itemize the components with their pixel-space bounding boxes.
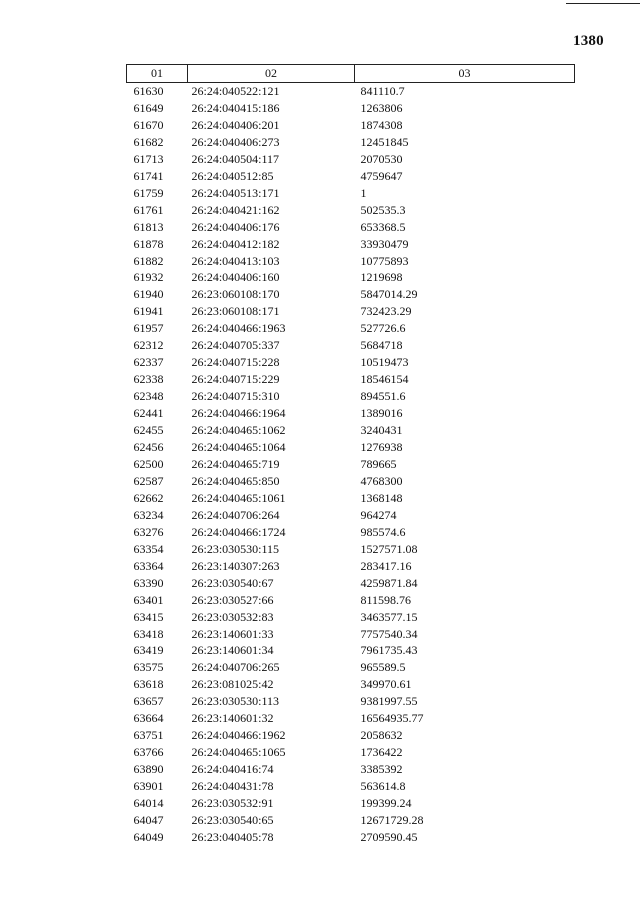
table-cell-03: 10775893	[360, 253, 409, 268]
table-cell-02: 26:23:030530:113	[191, 694, 280, 709]
table-cell-02: 26:24:040715:228	[191, 355, 280, 370]
table-cell-01: 61878	[133, 236, 164, 251]
table-cell-01: 63364	[133, 558, 164, 573]
table-cell-02: 26:24:040416:74	[191, 762, 274, 777]
table-cell-01: 62348	[133, 389, 164, 404]
table-cell-03: 16564935.77	[360, 711, 424, 726]
table-cell-02: 26:24:040705:337	[191, 338, 280, 353]
table-row	[127, 473, 575, 490]
table-row	[127, 710, 575, 727]
table-row	[127, 575, 575, 592]
table-cell-03: 9381997.55	[360, 694, 418, 709]
table-cell-03: 283417.16	[360, 558, 412, 573]
table-cell-03: 985574.6	[360, 524, 406, 539]
table-cell-02: 26:24:040466:1963	[191, 321, 286, 336]
table-cell-02: 26:23:081025:42	[191, 677, 274, 692]
table-row	[127, 286, 575, 303]
table-cell-01: 63354	[133, 541, 164, 556]
table-cell-03: 811598.76	[360, 592, 412, 607]
table-row	[127, 185, 575, 202]
table-cell-03: 5847014.29	[360, 287, 418, 302]
table-cell-02: 26:24:040512:85	[191, 168, 274, 183]
table-row	[127, 303, 575, 320]
table-cell-01: 61649	[133, 100, 164, 115]
table-cell-01: 62662	[133, 490, 164, 505]
table-cell-03: 7961735.43	[360, 643, 418, 658]
table-row	[127, 744, 575, 761]
table-cell-01: 61940	[133, 287, 164, 302]
column-header-03: 03	[355, 65, 575, 83]
column-header-01: 01	[127, 65, 188, 83]
table-cell-01: 61932	[133, 270, 164, 285]
table-row	[127, 676, 575, 693]
table-cell-01: 63415	[133, 609, 164, 624]
table-cell-02: 26:24:040504:117	[191, 151, 280, 166]
table-cell-02: 26:24:040415:186	[191, 100, 280, 115]
table-cell-03: 3385392	[360, 762, 403, 777]
table-row	[127, 269, 575, 286]
table-cell-03: 789665	[360, 456, 397, 471]
table-cell-01: 62456	[133, 440, 164, 455]
table-cell-02: 26:23:060108:170	[191, 287, 280, 302]
table-row	[127, 117, 575, 134]
table-cell-01: 63890	[133, 762, 164, 777]
table-cell-02: 26:24:040406:273	[191, 134, 280, 149]
table-cell-02: 26:24:040715:229	[191, 372, 280, 387]
table-cell-03: 1389016	[360, 406, 403, 421]
table-row	[127, 541, 575, 558]
table-cell-03: 1263806	[360, 100, 403, 115]
table-cell-01: 63766	[133, 745, 164, 760]
table-cell-01: 64047	[133, 812, 164, 827]
table-cell-01: 63390	[133, 575, 164, 590]
table-cell-01: 62500	[133, 456, 164, 471]
table-cell-03: 1276938	[360, 440, 403, 455]
table-row	[127, 490, 575, 507]
table-cell-02: 26:23:140307:263	[191, 558, 280, 573]
table-cell-01: 63751	[133, 728, 164, 743]
table-cell-03: 18546154	[360, 372, 409, 387]
table-cell-01: 62441	[133, 406, 164, 421]
table-row	[127, 354, 575, 371]
table-cell-03: 5684718	[360, 338, 403, 353]
table-row	[127, 168, 575, 185]
table-cell-01: 61761	[133, 202, 164, 217]
table-row	[127, 592, 575, 609]
table-row	[127, 558, 575, 575]
table-row	[127, 253, 575, 270]
table-cell-02: 26:23:030527:66	[191, 592, 274, 607]
page-number: 1380	[573, 33, 604, 49]
table-cell-03: 7757540.34	[360, 626, 418, 641]
table-cell-03: 894551.6	[360, 389, 406, 404]
table-header-row	[127, 65, 575, 83]
table-cell-01: 63618	[133, 677, 164, 692]
table-row	[127, 642, 575, 659]
table-cell-03: 653368.5	[360, 219, 406, 234]
table-cell-03: 2070530	[360, 151, 403, 166]
table-cell-02: 26:23:140601:33	[191, 626, 274, 641]
table-cell-01: 63401	[133, 592, 164, 607]
table-cell-02: 26:24:040465:1062	[191, 423, 286, 438]
table-cell-02: 26:24:040466:1724	[191, 524, 286, 539]
table-cell-02: 26:24:040466:1964	[191, 406, 286, 421]
table-cell-03: 964274	[360, 507, 397, 522]
table-cell-03: 349970.61	[360, 677, 412, 692]
table-cell-03: 4759647	[360, 168, 403, 183]
table-cell-01: 61759	[133, 185, 164, 200]
table-cell-02: 26:24:040706:265	[191, 660, 280, 675]
table-row	[127, 422, 575, 439]
table-cell-02: 26:23:040405:78	[191, 829, 274, 844]
data-table	[126, 64, 575, 846]
table-row	[127, 320, 575, 337]
table-cell-01: 63418	[133, 626, 164, 641]
table-row	[127, 388, 575, 405]
table-cell-03: 2709590.45	[360, 829, 418, 844]
table-cell-02: 26:24:040465:1064	[191, 440, 286, 455]
table-cell-02: 26:24:040715:310	[191, 389, 280, 404]
table-cell-03: 732423.29	[360, 304, 412, 319]
table-cell-03: 2058632	[360, 728, 403, 743]
table-row	[127, 829, 575, 846]
table-cell-01: 61882	[133, 253, 164, 268]
table-cell-02: 26:24:040406:201	[191, 117, 280, 132]
table-cell-01: 62587	[133, 473, 164, 488]
table-body	[127, 83, 575, 846]
table-cell-02: 26:23:030532:91	[191, 796, 274, 811]
table-cell-01: 62312	[133, 338, 164, 353]
table-cell-01: 64049	[133, 829, 164, 844]
table-cell-03: 841110.7	[360, 84, 405, 98]
table-cell-02: 26:24:040412:182	[191, 236, 280, 251]
table-row	[127, 134, 575, 151]
table-cell-01: 64014	[133, 796, 164, 811]
table-cell-02: 26:24:040466:1962	[191, 728, 286, 743]
table-cell-02: 26:23:030532:83	[191, 609, 274, 624]
table-cell-03: 1527571.08	[360, 541, 418, 556]
table-row	[127, 795, 575, 812]
table-cell-02: 26:24:040465:719	[191, 456, 280, 471]
table-header	[127, 65, 575, 83]
table-row	[127, 151, 575, 168]
table-cell-03: 1219698	[360, 270, 403, 285]
table-cell-01: 61813	[133, 219, 164, 234]
table-cell-02: 26:24:040465:850	[191, 473, 280, 488]
table-row	[127, 812, 575, 829]
table-cell-02: 26:24:040431:78	[191, 779, 274, 794]
table-cell-02: 26:24:040406:160	[191, 270, 280, 285]
table-cell-03: 12451845	[360, 134, 409, 149]
table-row	[127, 761, 575, 778]
table-row	[127, 693, 575, 710]
table-row	[127, 507, 575, 524]
table-cell-01: 61741	[133, 168, 164, 183]
table-cell-02: 26:23:140601:32	[191, 711, 274, 726]
table-cell-03: 10519473	[360, 355, 409, 370]
table-row	[127, 236, 575, 253]
table-row	[127, 337, 575, 354]
table-row	[127, 83, 575, 100]
table-cell-01: 63575	[133, 660, 164, 675]
top-rule	[566, 3, 640, 4]
table-row	[127, 219, 575, 236]
table-cell-03: 3463577.15	[360, 609, 418, 624]
table-row	[127, 778, 575, 795]
table-cell-02: 26:24:040706:264	[191, 507, 280, 522]
table-cell-03: 965589.5	[360, 660, 406, 675]
table-cell-01: 61630	[133, 84, 164, 98]
table-cell-02: 26:23:030540:67	[191, 575, 274, 590]
table-cell-02: 26:24:040406:176	[191, 219, 280, 234]
table-cell-03: 563614.8	[360, 779, 406, 794]
table-cell-01: 62337	[133, 355, 164, 370]
table-cell-03: 502535.3	[360, 202, 406, 217]
table-cell-02: 26:23:030530:115	[191, 541, 280, 556]
table-cell-03: 1368148	[360, 490, 403, 505]
table-row	[127, 456, 575, 473]
table-cell-02: 26:24:040522:121	[191, 84, 280, 98]
table-row	[127, 524, 575, 541]
table-cell-01: 63657	[133, 694, 164, 709]
table-row	[127, 727, 575, 744]
table-row	[127, 371, 575, 388]
table-cell-02: 26:24:040465:1065	[191, 745, 286, 760]
table-cell-03: 4259871.84	[360, 575, 418, 590]
table-cell-03: 1736422	[360, 745, 403, 760]
table-cell-01: 62455	[133, 423, 164, 438]
table-cell-01: 63276	[133, 524, 164, 539]
table-cell-03: 1874308	[360, 117, 403, 132]
table-cell-03: 33930479	[360, 236, 409, 251]
table-cell-03: 1	[360, 185, 367, 200]
table-cell-01: 63234	[133, 507, 164, 522]
table-cell-03: 527726.6	[360, 321, 406, 336]
table-cell-02: 26:24:040465:1061	[191, 490, 286, 505]
table-cell-01: 61670	[133, 117, 164, 132]
table-cell-02: 26:23:030540:65	[191, 812, 274, 827]
table-cell-01: 61713	[133, 151, 164, 166]
table-row	[127, 202, 575, 219]
table-cell-03: 199399.24	[360, 796, 412, 811]
table-row	[127, 609, 575, 626]
table-cell-02: 26:24:040413:103	[191, 253, 280, 268]
table-cell-02: 26:23:140601:34	[191, 643, 274, 658]
table-cell-03: 4768300	[360, 473, 403, 488]
table-cell-02: 26:24:040513:171	[191, 185, 280, 200]
table-cell-02: 26:24:040421:162	[191, 202, 280, 217]
table-cell-01: 62338	[133, 372, 164, 387]
column-header-02: 02	[188, 65, 355, 83]
table-cell-02: 26:23:060108:171	[191, 304, 280, 319]
table-row	[127, 659, 575, 676]
table-cell-01: 61941	[133, 304, 164, 319]
table-cell-01: 61957	[133, 321, 164, 336]
table-row	[127, 100, 575, 117]
table-cell-01: 63664	[133, 711, 164, 726]
table-row	[127, 405, 575, 422]
table-cell-01: 63419	[133, 643, 164, 658]
table-cell-01: 63901	[133, 779, 164, 794]
table-cell-03: 12671729.28	[360, 812, 424, 827]
table-cell-01: 61682	[133, 134, 164, 149]
table-cell-03: 3240431	[360, 423, 403, 438]
table-row	[127, 439, 575, 456]
table-row	[127, 626, 575, 643]
